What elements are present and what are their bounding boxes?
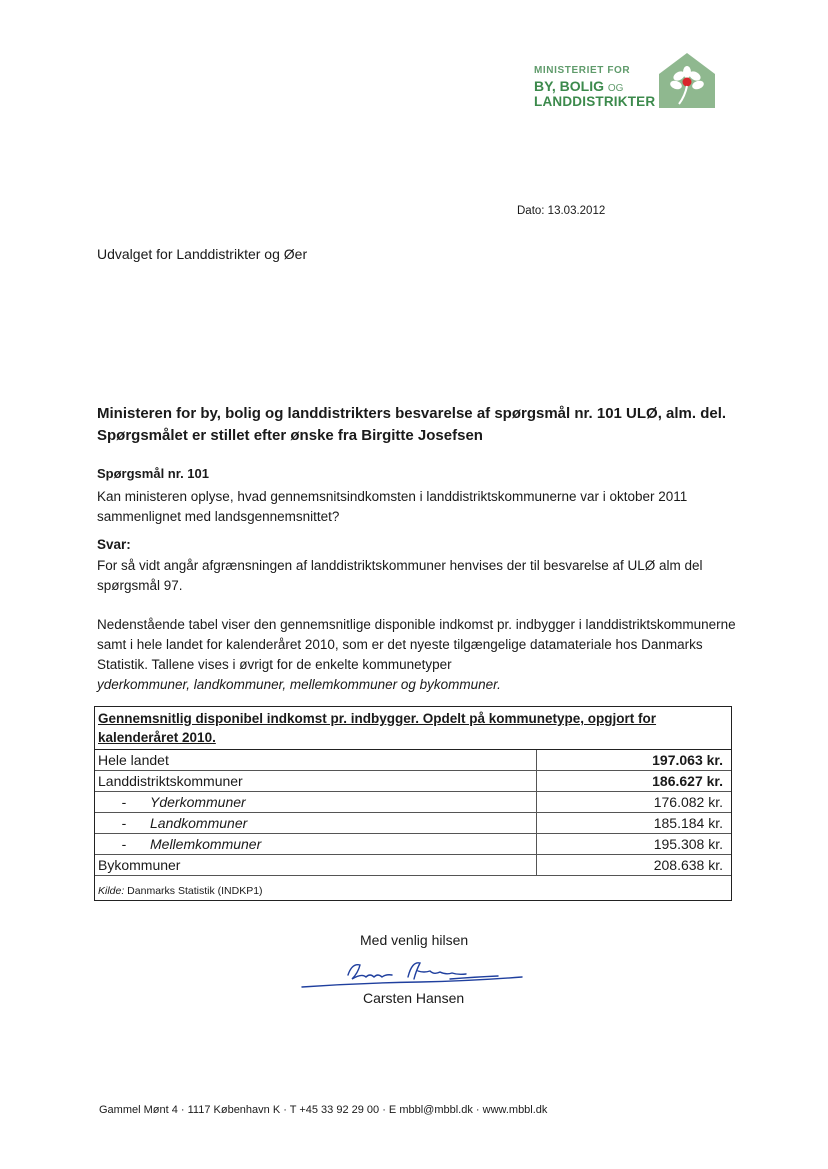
row-dash: - — [121, 836, 127, 852]
source-label: Kilde: — [98, 885, 125, 897]
row-value: 208.638 kr. — [653, 857, 723, 873]
answer-text: For så vidt angår afgrænsningen af landdistriktskommuner henvises der til besvarelse af ULØ alm del spørgsmål 97. — [97, 558, 703, 593]
table-row — [95, 813, 731, 834]
letter-heading: Ministeren for by, bolig og landdistrikters besvarelse af spørgsmål nr. 101 ULØ, alm. del. Spørgsmålet er stillet efter ønske fra Birgitte Josefsen — [97, 405, 727, 444]
table-source — [95, 876, 731, 900]
row-dash: - — [121, 794, 127, 810]
row-value: 176.082 kr. — [653, 794, 723, 810]
row-label-cell — [95, 813, 537, 833]
table-title: Gennemsnitlig disponibel indkomst pr. indbygger. Opdelt på kommunetype, opgjort for kalenderåret 2010. — [95, 707, 731, 750]
recipient: Udvalget for Landdistrikter og Øer — [97, 246, 308, 262]
answer-paragraph-2 — [97, 615, 737, 695]
row-value: 195.308 kr. — [653, 836, 723, 852]
handwritten-signature — [300, 955, 525, 993]
logo-line-1: MINISTERIET FOR — [534, 65, 631, 76]
row-label: Landdistriktskommuner — [95, 771, 537, 791]
table-row — [95, 771, 731, 792]
row-dash: - — [121, 815, 127, 831]
row-label: Hele landet — [95, 750, 537, 770]
table-row — [95, 855, 731, 876]
source-text: Danmarks Statistik (INDKP1) — [124, 885, 263, 897]
row-value: 186.627 kr. — [652, 773, 723, 789]
logo-line-2-small: OG — [607, 82, 624, 94]
row-label: Landkommuner — [150, 815, 248, 831]
row-label: Yderkommuner — [150, 794, 246, 810]
logo-line-2-main: BY, BOLIG — [534, 77, 605, 94]
row-label-cell — [95, 834, 537, 854]
row-label: Mellemkommuner — [150, 836, 262, 852]
question-label: Spørgsmål nr. 101 — [97, 466, 209, 481]
row-value: 185.184 kr. — [653, 815, 723, 831]
letter-date: Dato: 13.03.2012 — [517, 205, 606, 217]
closing-greeting: Med venlig hilsen — [360, 932, 469, 948]
table-row — [95, 750, 731, 771]
table-row — [95, 834, 731, 855]
table-row — [95, 792, 731, 813]
house-flower-icon — [657, 52, 717, 108]
answer-paragraph-2-italic: yderkommuner, landkommuner, mellemkommuner og bykommuner. — [97, 677, 501, 692]
answer-paragraph-2-text: Nedenstående tabel viser den gennemsnitlige disponible indkomst pr. indbygger i landdistriktskommunerne samt i hele landet for kalenderåret 2010, som er det nyeste tilgængelige datamateriale hos Danmarks Statistik. Tallene vises i øvrigt for de enkelte kommunetyper — [97, 617, 736, 672]
row-label-cell — [95, 792, 537, 812]
logo-line-2 — [534, 79, 655, 95]
row-label: Bykommuner — [95, 855, 537, 875]
answer-label: Svar: — [97, 537, 131, 552]
question-text: Kan ministeren oplyse, hvad gennemsnitsindkomsten i landdistriktskommunerne var i oktober 2011 sammenlignet med landsgennemsnittet? — [97, 489, 688, 524]
ministry-logo-text — [534, 66, 655, 109]
logo-line-3: LANDDISTRIKTER — [534, 94, 656, 109]
income-table — [94, 706, 732, 901]
signer-name: Carsten Hansen — [363, 990, 465, 1006]
letter-footer: Gammel Mønt 4 · 1117 København K · T +45 33 92 29 00 · E mbbl@mbbl.dk · www.mbbl.dk — [99, 1104, 548, 1116]
row-value: 197.063 kr. — [652, 752, 723, 768]
